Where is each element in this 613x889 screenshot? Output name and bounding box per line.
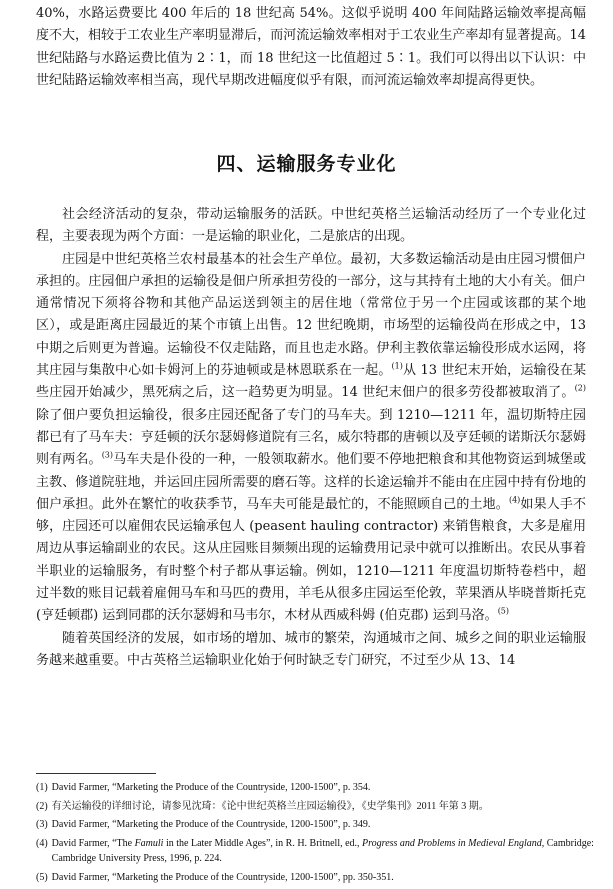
paragraph-text: 如果人手不够，庄园还可以雇佣农民运输承包人 (peasent hauling contractor) 来销售粮食，大多是雇用周边从事运输副业的农民。这从庄园账目频频出现的运输费用记录中就可以推断出。农民从事着半职业的运输服务，有时整个村子都从事运输。例如，1210—1211 年度温切斯特卷档中，超过半数的账目记载着雇佣马车和马匹的费用，羊毛从很多庄园运至伦敦，苹果酒从毕晓普斯托克(亨廷顿郡) 运到同郡的沃尔瑟姆和马韦尔，木材从西威科姆 (伯克郡) 运到马洛。 — [36, 496, 586, 624]
footnote-number: (1) — [36, 782, 48, 793]
footnote-number: (3) — [36, 819, 48, 830]
footnote-text — [52, 836, 596, 867]
section-body — [36, 204, 586, 672]
footnote-3 — [36, 817, 596, 833]
footnote-text-part: David Farmer, “The — [51, 837, 135, 849]
footnote-text: 有关运输役的详细讨论，请参见沈琦：《论中世纪英格兰庄园运输役》，《史学集刊》2011 年第 3 期。 — [51, 800, 489, 812]
footnote-text: David Farmer, “Marketing the Produce of the Countryside, 1200-1500”, p. 354. — [51, 782, 371, 793]
footnote-italic-title: Famuli — [134, 837, 164, 849]
top-paragraph — [36, 3, 586, 92]
footnote-marker-5[interactable]: (5) — [497, 607, 510, 617]
paragraph-intro: 社会经济活动的复杂，带动运输服务的活跃。中世纪英格兰运输活动经历了一个专业化过程，主要表现为两个方面：一是运输的职业化，二是旅店的出现。 — [36, 207, 586, 245]
footnote-number: (4) — [36, 837, 48, 849]
footnote-2 — [36, 799, 596, 815]
paragraph-text: 除了佃户要负担运输役，很多庄园还配备了专门的马车夫。到 1210—1211 年，温切斯特庄园都已有了马车夫：亨廷顿的沃尔瑟姆修道院有三名，威尔特郡的唐顿以及亨廷顿的诺斯沃尔瑟姆则有两名。 — [36, 407, 586, 468]
footnote-1 — [36, 780, 596, 796]
footnote-italic-title: Progress and Problems in Medieval England — [362, 837, 542, 849]
footnote-4 — [36, 836, 596, 867]
footnote-text: David Farmer, “Marketing the Produce of the Countryside, 1200-1500”, p. 349. — [51, 819, 371, 830]
paragraph-text: 庄园是中世纪英格兰农村最基本的社会生产单位。最初，大多数运输活动是由庄园习惯佃户承担的。庄园佃户承担的运输役是佃户所承担劳役的一部分，这与其持有土地的大小有关。佃户通常情况下须将谷物和其他产品运送到领主的居住地（常常位于另一个庄园或该郡的某个地区），或是距离庄园最近的某个市镇上出售。12 世纪晚期，市场型的运输役尚在形成之中，13 中期之后则更为普遍。运输役不仅走陆路，而且也走水路。伊利主教依靠运输役形成水运网，将其庄园与集散中心如卡姆河上的芬迪顿或是林恩联系在一起。 — [36, 251, 586, 379]
paragraph-manor — [36, 249, 586, 628]
footnote-number: (2) — [36, 800, 48, 812]
paragraph-professional-transport: 随着英国经济的发展，如市场的增加、城市的繁荣，沟通城市之间、城乡之间的职业运输服务越来越重要。中古英格兰运输职业化始于何时缺乏专门研究，不过至少从 13、14 — [36, 630, 586, 668]
section-heading: 四、运输服务专业化 — [216, 153, 397, 175]
footnote-text: David Farmer, “Marketing the Produce of the Countryside, 1200-1500”, pp. 350-351. — [51, 871, 394, 883]
footnote-marker-4[interactable]: (4) — [508, 495, 521, 505]
footnote-marker-1[interactable]: (1) — [391, 361, 403, 371]
footnote-divider — [36, 773, 156, 774]
footnote-marker-2[interactable]: (2) — [574, 384, 586, 394]
footnotes — [36, 780, 596, 888]
paragraph-text: 从 13 世纪末开始，运输役在某些庄园开始减少，黑死病之后，这一趋势更为明显。14 世纪末佃户的很多劳役都被取消了。 — [36, 363, 586, 401]
footnote-text-part: in the Later Middle Ages”, in R. H. Britnell, ed., — [163, 837, 363, 849]
footnote-marker-3[interactable]: (3) — [101, 450, 114, 460]
footnote-number: (5) — [36, 871, 48, 883]
paragraph-text: 马车夫是仆役的一种，一般领取薪水。他们要不停地把粮食和其他物资运到城堡或主教、修道院驻地，并运回庄园所需要的磨石等。这样的长途运输并不能由在庄园中持有份地的佃户承担。此外在繁忙的收获季节，马车夫可能是最忙的，不能照顾自己的土地。 — [36, 452, 586, 512]
footnote-5 — [36, 870, 596, 886]
footnote-text-part: , Cambridge: Cambridge University Press, 1996, p. 224. — [51, 837, 594, 864]
paragraph-continued: 40%，水路运费要比 400 年后的 18 世纪高 54%。这似乎说明 400 年间陆路运输效率提高幅度不大，相较于工农业生产率明显滞后，而河流运输效率相对于工农业生产率却有显著提高。14 世纪陆路与水路运费比值为 2∶1，而 18 世纪这一比值超过 5∶1。我们可以得出以下认识：中世纪陆路运输效率相当高，现代早期改进幅度似乎有限，而河流运输效率却提高得更快。 — [36, 6, 586, 88]
